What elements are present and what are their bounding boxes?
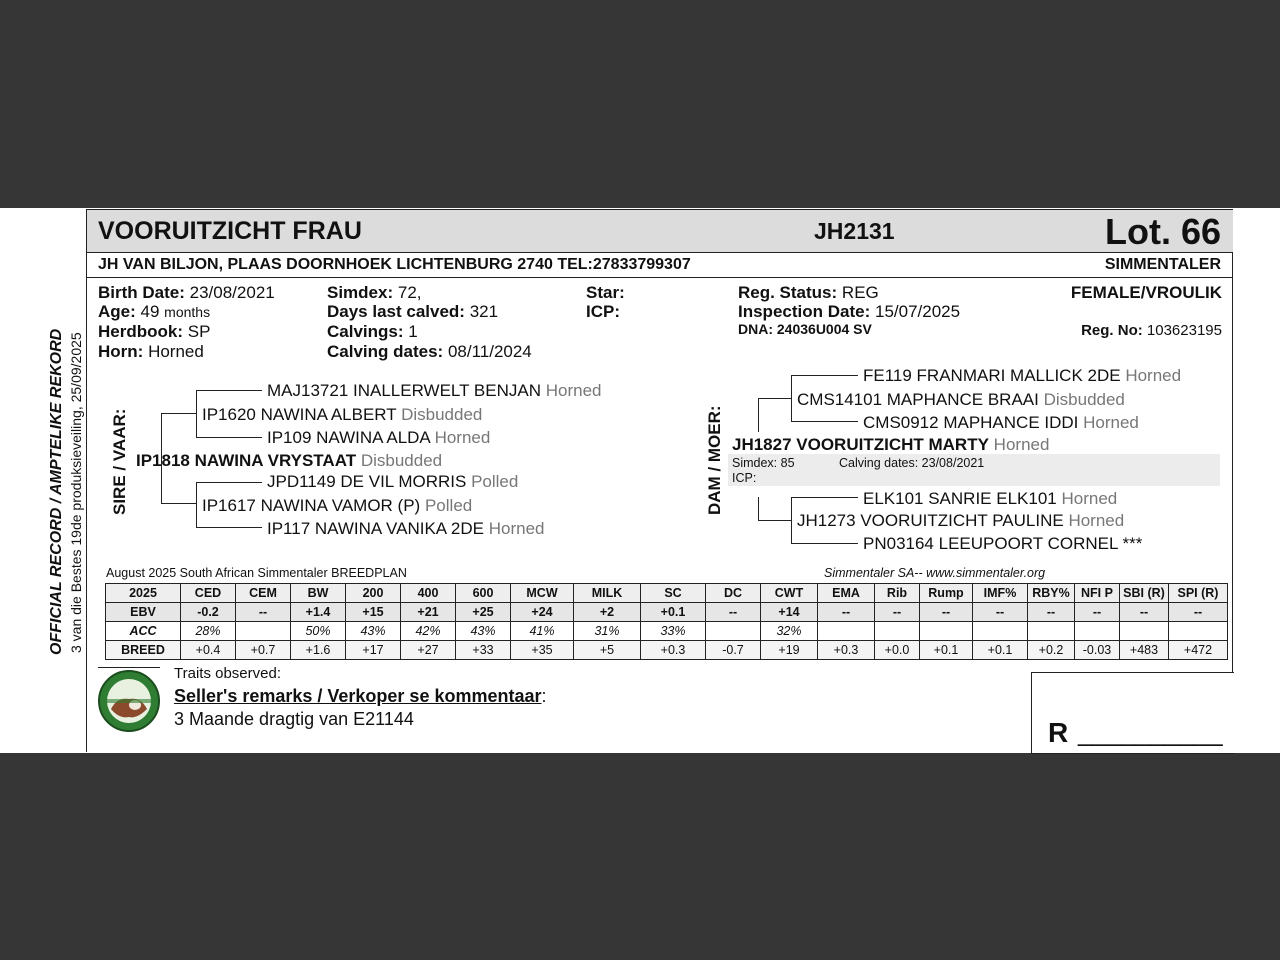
ebv-cell: SPI (R) bbox=[1169, 584, 1228, 603]
dam-simdex: Simdex: 85 bbox=[732, 456, 795, 470]
ebv-cell: +0.1 bbox=[920, 641, 973, 660]
ebv-table bbox=[105, 583, 1228, 660]
ebv-cell: DC bbox=[706, 584, 761, 603]
dam-calving: Calving dates: 23/08/2021 bbox=[839, 456, 985, 470]
inspection-date: Inspection Date: 15/07/2025 bbox=[738, 302, 961, 321]
official-record-label: OFFICIAL RECORD / AMPTELIKE REKORD bbox=[48, 328, 65, 655]
seller-remarks-text: 3 Maande dragtig van E21144 bbox=[174, 709, 414, 729]
ebv-cell: +472 bbox=[1169, 641, 1228, 660]
dam-name: JH1827 VOORUITZICHT MARTY Horned bbox=[732, 435, 1050, 454]
ebv-cell: +1.6 bbox=[291, 641, 346, 660]
ebv-cell: Rib bbox=[875, 584, 920, 603]
dam-sire: CMS14101 MAPHANCE BRAAI Disbudded bbox=[797, 390, 1125, 409]
ebv-cell bbox=[1028, 622, 1075, 641]
ebv-cell: MCW bbox=[511, 584, 574, 603]
ebv-cell: +1.4 bbox=[291, 603, 346, 622]
ped-line bbox=[791, 497, 792, 543]
ebv-cell bbox=[973, 622, 1028, 641]
traits-observed: Traits observed: bbox=[174, 665, 281, 682]
ebv-cell: +35 bbox=[511, 641, 574, 660]
ebv-cell: ACC bbox=[106, 622, 181, 641]
sire-label: SIRE / VAAR: bbox=[110, 408, 129, 515]
ebv-header-row bbox=[106, 584, 1228, 603]
ebv-cell bbox=[236, 622, 291, 641]
ebv-cell: +0.3 bbox=[818, 641, 875, 660]
ebv-cell: -0.2 bbox=[181, 603, 236, 622]
ebv-cell: 600 bbox=[456, 584, 511, 603]
ebv-cell bbox=[1120, 622, 1169, 641]
ebv-cell: IMF% bbox=[973, 584, 1028, 603]
ebv-cell: +0.7 bbox=[236, 641, 291, 660]
seller-remarks-heading: Seller's remarks / Verkoper se kommentaar: bbox=[174, 686, 547, 706]
dam-dam: JH1273 VOORUITZICHT PAULINE Horned bbox=[797, 511, 1125, 530]
breeder-line: JH VAN BILJON, PLAAS DOORNHOEK LICHTENBURG 2740 TEL:27833799307 bbox=[98, 256, 691, 273]
ped-line bbox=[196, 527, 262, 528]
breedplan-title: August 2025 South African Simmentaler BREEDPLAN bbox=[106, 566, 407, 580]
ebv-cell: +14 bbox=[761, 603, 818, 622]
ebv-cell: 33% bbox=[641, 622, 706, 641]
birth-date: Birth Date: 23/08/2021 bbox=[98, 283, 275, 302]
acc-row bbox=[106, 622, 1228, 641]
ebv-cell: -- bbox=[1075, 603, 1120, 622]
sale-label: 3 van die Bestes 19de produksieveiling, 25/09/2025 bbox=[68, 332, 84, 653]
ebv-cell: +19 bbox=[761, 641, 818, 660]
ped-line bbox=[791, 421, 858, 422]
sire-sire-sire: MAJ13721 INALLERWELT BENJAN Horned bbox=[267, 381, 602, 400]
ebv-cell: +24 bbox=[511, 603, 574, 622]
ped-line bbox=[758, 497, 759, 520]
dam-sire-dam: CMS0912 MAPHANCE IDDI Horned bbox=[863, 413, 1139, 432]
calvings: Calvings: 1 bbox=[327, 322, 418, 341]
ped-line bbox=[791, 375, 858, 376]
star-label: Star: bbox=[586, 283, 625, 302]
ebv-cell: +483 bbox=[1120, 641, 1169, 660]
ped-line bbox=[758, 520, 791, 521]
reg-number: Reg. No: 103623195 bbox=[1081, 322, 1222, 339]
ebv-cell: EBV bbox=[106, 603, 181, 622]
ebv-cell: 43% bbox=[456, 622, 511, 641]
ped-line bbox=[196, 437, 262, 438]
breed-name: SIMMENTALER bbox=[1104, 256, 1221, 273]
sire-name: IP1818 NAWINA VRYSTAAT Disbudded bbox=[136, 451, 443, 470]
sire-sire-dam: IP109 NAWINA ALDA Horned bbox=[267, 428, 491, 447]
ped-line bbox=[758, 398, 791, 399]
ebv-cell: -0.7 bbox=[706, 641, 761, 660]
reg-status: Reg. Status: REG bbox=[738, 283, 879, 302]
ebv-cell: +15 bbox=[346, 603, 401, 622]
sire-sire: IP1620 NAWINA ALBERT Disbudded bbox=[202, 405, 483, 424]
days-last-calved: Days last calved: 321 bbox=[327, 302, 499, 321]
ped-line bbox=[196, 482, 262, 483]
ebv-cell bbox=[1075, 622, 1120, 641]
ebv-cell: SC bbox=[641, 584, 706, 603]
ebv-cell: SBI (R) bbox=[1120, 584, 1169, 603]
ebv-cell: +0.0 bbox=[875, 641, 920, 660]
ebv-cell: -- bbox=[706, 603, 761, 622]
sire-dam-dam: IP117 NAWINA VANIKA 2DE Horned bbox=[267, 519, 545, 538]
ebv-cell bbox=[875, 622, 920, 641]
ped-line bbox=[791, 375, 792, 421]
ebv-cell: -- bbox=[1120, 603, 1169, 622]
ebv-cell bbox=[1169, 622, 1228, 641]
dam-dam-dam: PN03164 LEEUPOORT CORNEL *** bbox=[863, 534, 1143, 553]
ped-line bbox=[791, 543, 858, 544]
dna: DNA: 24036U004 SV bbox=[738, 321, 872, 337]
icp-label: ICP: bbox=[586, 302, 620, 321]
dam-label: DAM / MOER: bbox=[705, 405, 724, 515]
ebv-cell: +0.2 bbox=[1028, 641, 1075, 660]
herdbook: Herdbook: SP bbox=[98, 322, 211, 341]
breedplan-source: Simmentaler SA-- www.simmentaler.org bbox=[824, 566, 1046, 580]
ebv-cell: -0.03 bbox=[1075, 641, 1120, 660]
sire-dam-sire: JPD1149 DE VIL MORRIS Polled bbox=[267, 472, 519, 491]
ebv-cell: -- bbox=[1169, 603, 1228, 622]
dam-dam-sire: ELK101 SANRIE ELK101 Horned bbox=[863, 489, 1118, 508]
dam-detail-box bbox=[728, 454, 1220, 486]
ebv-cell: +2 bbox=[574, 603, 641, 622]
ped-line bbox=[231, 390, 262, 391]
ebv-cell: CWT bbox=[761, 584, 818, 603]
ebv-cell: +25 bbox=[456, 603, 511, 622]
ebv-cell bbox=[706, 622, 761, 641]
breed-row bbox=[106, 641, 1228, 660]
calving-dates: Calving dates: 08/11/2024 bbox=[327, 342, 532, 361]
ebv-cell: CEM bbox=[236, 584, 291, 603]
ebv-cell: MILK bbox=[574, 584, 641, 603]
ebv-cell bbox=[920, 622, 973, 641]
ebv-cell: CED bbox=[181, 584, 236, 603]
ebv-cell: 43% bbox=[346, 622, 401, 641]
simdex: Simdex: 72, bbox=[327, 283, 422, 302]
animal-name: VOORUITZICHT FRAU bbox=[98, 217, 362, 245]
ped-line bbox=[196, 390, 231, 391]
age: Age: 49 months bbox=[98, 302, 211, 321]
ebv-cell: 2025 bbox=[106, 584, 181, 603]
ebv-cell: +5 bbox=[574, 641, 641, 660]
sire-dam: IP1617 NAWINA VAMOR (P) Polled bbox=[202, 496, 473, 515]
sex: FEMALE/VROULIK bbox=[1070, 283, 1222, 302]
ebv-cell: +21 bbox=[401, 603, 456, 622]
ped-line bbox=[196, 390, 197, 437]
lot-header bbox=[87, 210, 1233, 253]
ebv-cell: 32% bbox=[761, 622, 818, 641]
ebv-cell: -- bbox=[973, 603, 1028, 622]
ebv-cell: +0.3 bbox=[641, 641, 706, 660]
ebv-cell: 31% bbox=[574, 622, 641, 641]
ebv-cell: +27 bbox=[401, 641, 456, 660]
ebv-cell: RBY% bbox=[1028, 584, 1075, 603]
ebv-cell: 28% bbox=[181, 622, 236, 641]
ped-line bbox=[758, 398, 759, 432]
ebv-cell: -- bbox=[875, 603, 920, 622]
ebv-cell: 41% bbox=[511, 622, 574, 641]
breeder-row bbox=[87, 253, 1233, 278]
dam-icp: ICP: bbox=[732, 471, 757, 485]
ebv-row bbox=[106, 603, 1228, 622]
ebv-cell: +0.1 bbox=[641, 603, 706, 622]
ebv-cell: +0.4 bbox=[181, 641, 236, 660]
ped-line bbox=[791, 497, 858, 498]
dam-sire-sire: FE119 FRANMARI MALLICK 2DE Horned bbox=[863, 366, 1182, 385]
ebv-cell: +33 bbox=[456, 641, 511, 660]
ped-line bbox=[161, 413, 196, 414]
price-blank[interactable]: __________ bbox=[1078, 717, 1223, 747]
ebv-cell: 50% bbox=[291, 622, 346, 641]
ebv-cell: BREED bbox=[106, 641, 181, 660]
price-box bbox=[1031, 672, 1234, 754]
ebv-cell: +0.1 bbox=[973, 641, 1028, 660]
horn: Horn: Horned bbox=[98, 342, 204, 361]
ebv-cell: EMA bbox=[818, 584, 875, 603]
animal-code: JH2131 bbox=[814, 218, 895, 244]
ebv-cell: NFI P bbox=[1075, 584, 1120, 603]
ebv-cell: 400 bbox=[401, 584, 456, 603]
ebv-cell: +17 bbox=[346, 641, 401, 660]
ped-line bbox=[161, 503, 196, 504]
ped-line bbox=[196, 482, 197, 527]
price-r: R bbox=[1048, 717, 1069, 748]
ebv-cell: -- bbox=[236, 603, 291, 622]
simmentaler-logo bbox=[97, 669, 161, 738]
ebv-cell: BW bbox=[291, 584, 346, 603]
lot-number: Lot. 66 bbox=[1104, 211, 1221, 252]
ebv-cell bbox=[818, 622, 875, 641]
ebv-cell: -- bbox=[920, 603, 973, 622]
ebv-cell: 200 bbox=[346, 584, 401, 603]
ebv-cell: -- bbox=[1028, 603, 1075, 622]
ebv-cell: Rump bbox=[920, 584, 973, 603]
ebv-cell: -- bbox=[818, 603, 875, 622]
ebv-cell: 42% bbox=[401, 622, 456, 641]
logo-rule bbox=[98, 667, 160, 668]
